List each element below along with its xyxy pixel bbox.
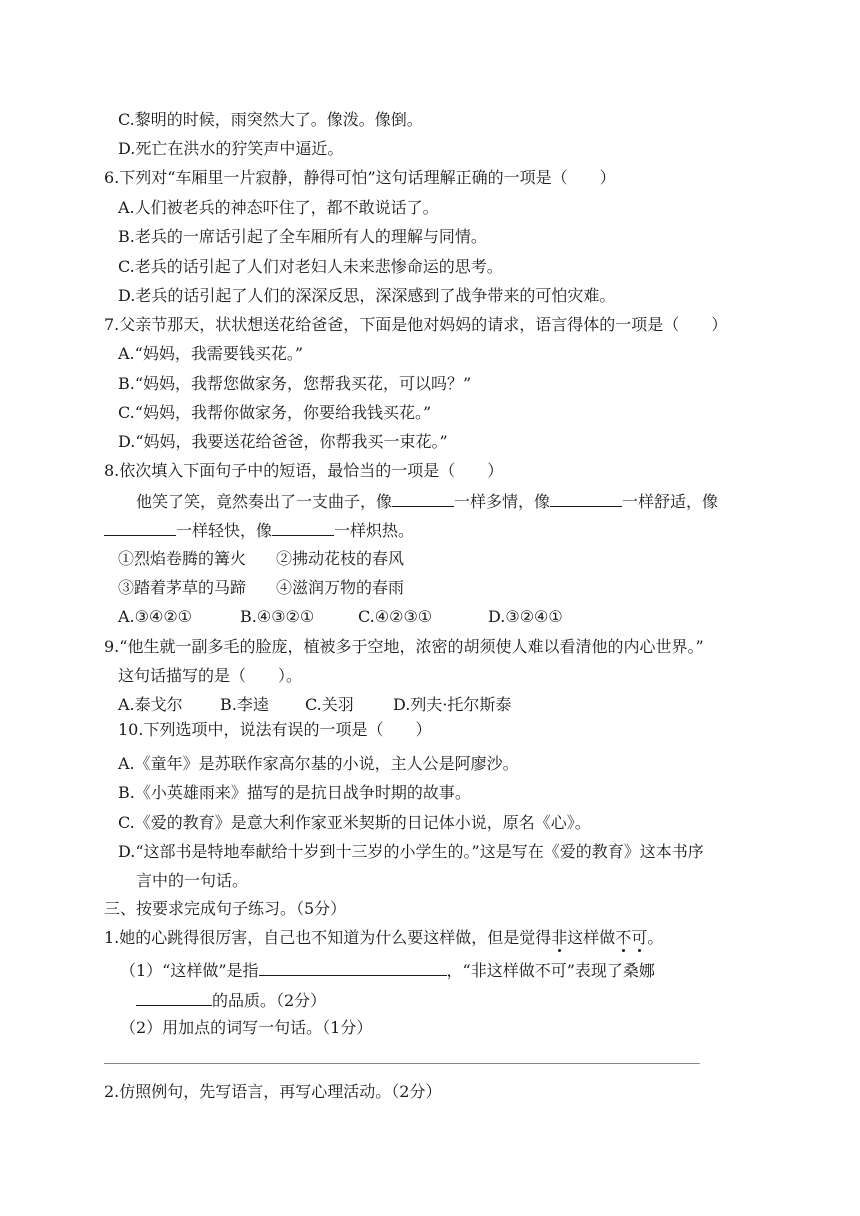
- s1-q1-prefix: （1）“这样做”是指: [120, 961, 259, 980]
- q6-option-d: D.老兵的话引起了人们的深深反思，深深感到了战争带来的可怕灾难。: [118, 286, 616, 305]
- question-6: 6.下列对“车厢里一片寂静，静得可怕”这句话理解正确的一项是（ ）: [104, 168, 616, 187]
- option-c-prev: C.黎明的时候，雨突然大了。像泼。像倒。: [118, 110, 423, 129]
- q8-phrases-row1: [118, 549, 404, 569]
- q8-phrase-2: ②拂动花枝的春风: [276, 549, 405, 568]
- s1-q1-mid: ，“非这样做不可”表现了桑娜: [446, 961, 655, 980]
- q7-option-d: D.“妈妈，我要送花给爸爸，你帮我买一束花。”: [118, 432, 448, 451]
- sentence-1-mid: 这样做: [567, 928, 616, 947]
- q7-option-c: C.“妈妈，我帮你做家务，你要给我钱买花。”: [118, 403, 432, 422]
- q6-option-b: B.老兵的一席话引起了全车厢所有人的理解与同情。: [118, 227, 487, 246]
- sentence-2: 2.仿照例句，先写语言，再写心理活动。（2分）: [104, 1082, 442, 1101]
- q7-option-a: A.“妈妈，我需要钱买花。”: [118, 344, 304, 363]
- question-9: 9.“他生就一副多毛的脸庞，植被多于空地，浓密的胡须使人难以看清他的内心世界。”: [104, 637, 704, 656]
- q8-sentence-part2: 一样多情，像: [454, 492, 551, 511]
- q8-phrase-1: ①烈焰卷腾的篝火: [118, 549, 247, 568]
- q8-blank-4[interactable]: [272, 520, 334, 536]
- dotted-char-fei: 非: [551, 928, 568, 947]
- q10-option-b: B.《小英雄雨来》描写的是抗日战争时期的故事。: [118, 783, 471, 802]
- sentence-1-q1-cont: [136, 990, 326, 1011]
- q9-option-c: C.关羽: [305, 695, 354, 714]
- q9-option-b: B.李逵: [220, 695, 269, 714]
- question-8: 8.依次填入下面句子中的短语，最恰当的一项是（ ）: [104, 461, 504, 480]
- q10-option-d: D.“这部书是特地奉献给十岁到十三岁的小学生的。”这是写在《爱的教育》这本书序: [118, 842, 704, 861]
- q6-option-c: C.老兵的话引起了人们对老妇人未来悲惨命运的思考。: [118, 257, 503, 276]
- sentence-1-q2: （2）用加点的词写一句话。（1分）: [120, 1018, 373, 1037]
- q10-option-c: C.《爱的教育》是意大利作家亚米契斯的日记体小说，原名《心》。: [118, 813, 591, 832]
- q8-sentence-line1: [136, 491, 718, 512]
- question-7: 7.父亲节那天，状状想送花给爸爸，下面是他对妈妈的请求，语言得体的一项是（ ）: [104, 315, 728, 334]
- section-3-heading: 三、按要求完成句子练习。（5分）: [104, 899, 347, 918]
- q10-option-d-cont: 言中的一句话。: [136, 871, 249, 890]
- question-10: 10.下列选项中，说法有误的一项是（ ）: [118, 720, 432, 739]
- q8-blank-2[interactable]: [550, 491, 622, 507]
- q8-phrase-4: ④滋润万物的春雨: [276, 578, 405, 597]
- sentence-1-text: 1.她的心跳得很厉害，自己也不知道为什么要这样做，但是觉得: [104, 928, 552, 947]
- s1-q1-blank-2[interactable]: [136, 990, 212, 1006]
- s1-q1-suffix: 的品质。（2分）: [212, 991, 327, 1010]
- q9-option-a: A.泰戈尔: [118, 695, 183, 714]
- sentence-1-q1: [120, 960, 655, 981]
- option-d-prev: D.死亡在洪水的狞笑声中逼近。: [118, 139, 344, 158]
- sentence-1-end: 。: [647, 928, 664, 947]
- answer-line[interactable]: [104, 1063, 700, 1064]
- q9-option-d: D.列夫·托尔斯泰: [393, 695, 512, 714]
- question-9-cont: 这句话描写的是（ ）。: [118, 666, 303, 685]
- q8-phrase-3: ③踏着茅草的马蹄: [118, 578, 247, 597]
- q8-blank-3[interactable]: [104, 520, 176, 536]
- q8-sentence-part3: 一样舒适，像: [622, 492, 719, 511]
- q8-sentence-part4: 一样轻快，像: [176, 521, 273, 540]
- q8-blank-1[interactable]: [392, 491, 454, 507]
- q8-phrases-row2: [118, 578, 404, 598]
- q8-option-b: B.④③②①: [240, 607, 315, 626]
- q8-sentence-line2: [104, 520, 414, 541]
- q10-option-a: A.《童年》是苏联作家高尔基的小说，主人公是阿廖沙。: [118, 754, 519, 773]
- s1-q1-blank-1[interactable]: [259, 960, 447, 976]
- dotted-char-ke: 可: [631, 928, 648, 947]
- dotted-char-bu: 不: [615, 928, 632, 947]
- sentence-1: [104, 928, 663, 948]
- q8-option-c: C.④②③①: [358, 607, 433, 626]
- q8-sentence-part1: 他笑了笑，竟然奏出了一支曲子，像: [136, 492, 393, 511]
- q8-sentence-part5: 一样炽热。: [334, 521, 415, 540]
- q8-option-d: D.③②④①: [488, 607, 563, 626]
- q8-option-a: A.③④②①: [118, 607, 193, 626]
- q6-option-a: A.人们被老兵的神态吓住了，都不敢说话了。: [118, 198, 439, 217]
- q7-option-b: B.“妈妈，我帮您做家务，您帮我买花，可以吗？”: [118, 374, 472, 393]
